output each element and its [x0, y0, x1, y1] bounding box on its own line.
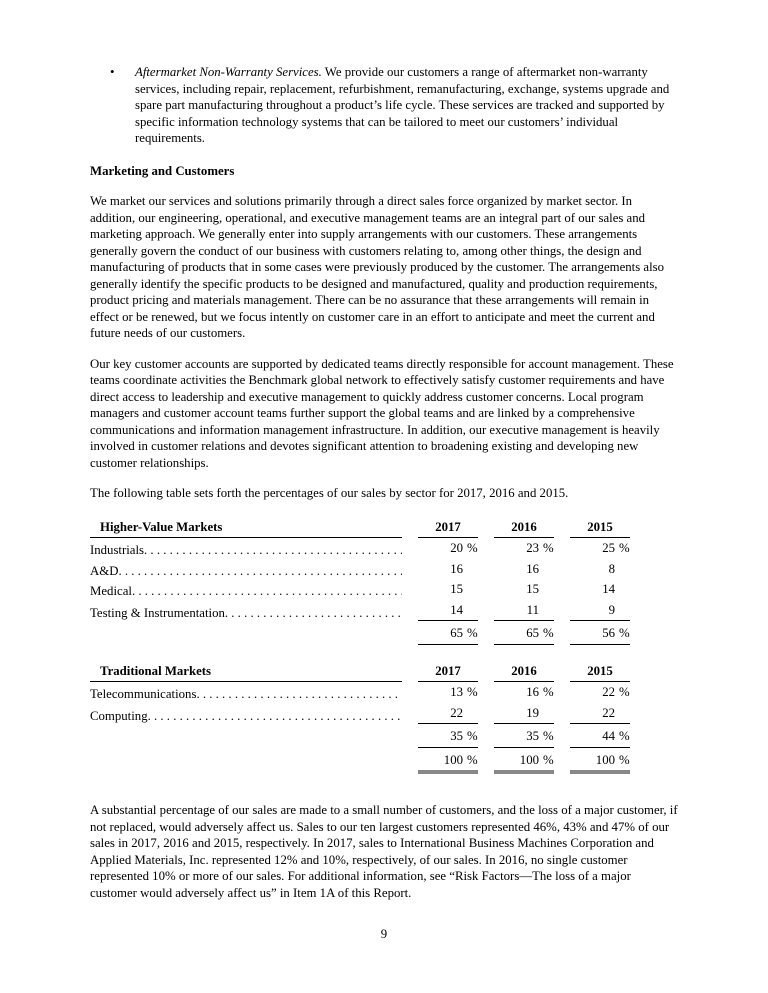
value: 100 [595, 752, 615, 767]
value: 100 [443, 752, 463, 767]
table-total-row [90, 752, 634, 775]
percent-sign: % [467, 685, 478, 699]
bullet-lead-italic: Aftermarket Non-Warranty Services. [135, 65, 322, 79]
table-row-testing-instrumentation [90, 602, 634, 622]
percent-sign: % [467, 752, 478, 767]
dot-leader [144, 542, 402, 559]
value-cell [418, 540, 478, 559]
row-label: A&D [90, 563, 119, 578]
value: 19 [526, 705, 539, 720]
value: 20 [450, 541, 463, 555]
percent-sign: % [467, 541, 478, 555]
value: 65 [526, 626, 539, 640]
value-cell [570, 705, 630, 725]
bullet-marker: • [110, 65, 115, 79]
year-header-2016: 2016 [494, 519, 554, 539]
value-cell [570, 684, 630, 703]
row-label: Industrials [90, 543, 145, 557]
row-label-cell [90, 583, 402, 600]
row-label-cell [90, 708, 402, 725]
value: 35 [526, 729, 539, 743]
dot-leader [118, 563, 402, 580]
value: 23 [526, 541, 539, 555]
value-cell [494, 602, 554, 622]
table-header-row [90, 663, 634, 683]
percent-sign: % [543, 685, 554, 699]
value-cell [570, 540, 630, 559]
row-label-cell [90, 686, 402, 703]
paragraph-table-intro: The following table sets forth the percentages of our sales by sector for 2017, 2016 and 2015. [90, 486, 569, 500]
year-header-2017: 2017 [418, 663, 478, 683]
year-header-2015: 2015 [570, 519, 630, 539]
total-cell [418, 752, 478, 775]
value: 9 [608, 602, 615, 617]
dot-leader [196, 686, 402, 703]
value: 35 [450, 729, 463, 743]
table-header-row [90, 519, 634, 539]
total-cell [570, 752, 630, 775]
subtotal-cell [418, 728, 478, 748]
value-cell [418, 705, 478, 725]
paragraph-customer-concentration: A substantial percentage of our sales are made to a small number of customers, and the loss of a major customer, if not replaced, would adversely affect us. Sales to our ten largest customers represented 46%, 43% and 47% of our sales in 2017, 2016 and 2015, respectively. In 2017, sales to International Business Machines Corporation and Applied Materials, Inc. represented 12% and 10%, respectively, of our sales. In 2016, no single customer represented 10% or more of our sales. For additional information, see “Risk Factors—The loss of a major customer would adversely affect us” in Item 1A of this Report. [90, 803, 678, 900]
dot-leader [132, 583, 402, 600]
value: 8 [608, 561, 615, 576]
value-cell [494, 581, 554, 600]
value: 25 [602, 541, 615, 555]
value-cell [570, 561, 630, 580]
subtotal-cell [418, 625, 478, 645]
value-cell [494, 561, 554, 580]
percent-sign: % [619, 541, 630, 555]
value: 16 [526, 685, 539, 699]
subtotal-cell [494, 728, 554, 748]
value: 44 [602, 729, 615, 743]
row-label: Computing [90, 708, 148, 723]
percent-sign: % [543, 541, 554, 555]
value: 13 [450, 685, 463, 699]
percent-sign: % [543, 752, 554, 767]
percent-sign: % [619, 626, 630, 640]
subtotal-cell [494, 625, 554, 645]
table-row-computing [90, 705, 634, 725]
value: 22 [602, 685, 615, 699]
year-header-2017: 2017 [418, 519, 478, 539]
row-label: Medical [90, 584, 132, 598]
percent-sign: % [619, 729, 630, 743]
percent-sign: % [467, 626, 478, 640]
percent-sign: % [467, 729, 478, 743]
paragraph-marketing: We market our services and solutions primarily through a direct sales force organized by market sector. In addition, our engineering, operational, and executive management teams are an integral part of our sales and marketing approach. We generally enter into supply arrangements with our customers. These arrangements generally govern the conduct of our business with customers relating to, among other things, the design and manufacturing of products that in some cases were previously produced by the customer. The arrangements also generally identify the specific products to be designed and manufactured, quality and production requirements, product pricing and materials management. There can be no assurance that these arrangements will remain in effect or be renewed, but we focus intently on customer care in an effort to anticipate and meet the current and future needs of our customers. [90, 194, 665, 340]
table-row-ad [90, 561, 634, 580]
table-row-telecommunications [90, 684, 634, 703]
percent-sign: % [543, 626, 554, 640]
year-header-2015: 2015 [570, 663, 630, 683]
row-label-cell [90, 563, 402, 580]
value: 11 [526, 602, 539, 617]
section-title-traditional: Traditional Markets [90, 663, 402, 683]
sales-by-sector-table [90, 519, 634, 775]
percent-sign: % [619, 752, 630, 767]
subtotal-cell [570, 728, 630, 748]
row-label-cell [90, 542, 402, 559]
bullet-text [135, 64, 678, 147]
value: 16 [526, 561, 539, 576]
value-cell [418, 602, 478, 622]
value: 14 [450, 602, 463, 617]
value-cell [418, 561, 478, 580]
row-label: Telecommunications [90, 687, 197, 701]
bullet-item [90, 64, 678, 147]
total-cell [494, 752, 554, 775]
section-title-higher-value: Higher-Value Markets [90, 519, 402, 539]
value-cell [494, 540, 554, 559]
value-cell [494, 684, 554, 703]
table-row-industrials [90, 540, 634, 559]
value: 100 [519, 752, 539, 767]
value: 56 [602, 626, 615, 640]
value-cell [418, 581, 478, 600]
row-label-cell [90, 605, 402, 622]
percent-sign: % [619, 685, 630, 699]
page-number: 9 [380, 927, 388, 941]
value: 15 [450, 582, 463, 596]
value-cell [570, 602, 630, 622]
table-row-medical [90, 581, 634, 600]
subtotal-cell [570, 625, 630, 645]
table-subtotal-row-higher-value [90, 625, 634, 645]
value: 16 [450, 561, 463, 576]
value-cell [494, 705, 554, 725]
paragraph-accounts: Our key customer accounts are supported by dedicated teams directly responsible for account management. These teams coordinate activities the Benchmark global network to effectively satisfy customer requirements and have direct access to leadership and executive management to quickly address customer concerns. Local program managers and customer account teams further support the global teams and are linked by a comprehensive communications and information management infrastructure. In addition, our executive management is heavily involved in customer relations and devotes significant attention to broadening existing and developing new customer relationships. [90, 356, 674, 470]
value-cell [418, 684, 478, 703]
year-header-2016: 2016 [494, 663, 554, 683]
value: 22 [602, 705, 615, 720]
bullet-body: We provide our customers a range of aftermarket non-warranty services, including repair, replacement, refurbishment, remanufacturing, exchange, systems upgrade and spare part manufacturing throughout a product’s life cycle. These services are tracked and supported by specific information technology systems that can be tailored to meet our customers’ individual requirements. [135, 65, 670, 145]
value-cell [570, 581, 630, 600]
dot-leader [225, 605, 402, 622]
value: 15 [526, 582, 539, 596]
value: 22 [450, 705, 463, 720]
row-label: Testing & Instrumentation [90, 605, 225, 620]
value: 65 [450, 626, 463, 640]
value: 14 [602, 582, 615, 596]
percent-sign: % [543, 729, 554, 743]
table-subtotal-row-traditional [90, 728, 634, 748]
dot-leader [148, 708, 402, 725]
section-heading: Marketing and Customers [90, 163, 235, 178]
